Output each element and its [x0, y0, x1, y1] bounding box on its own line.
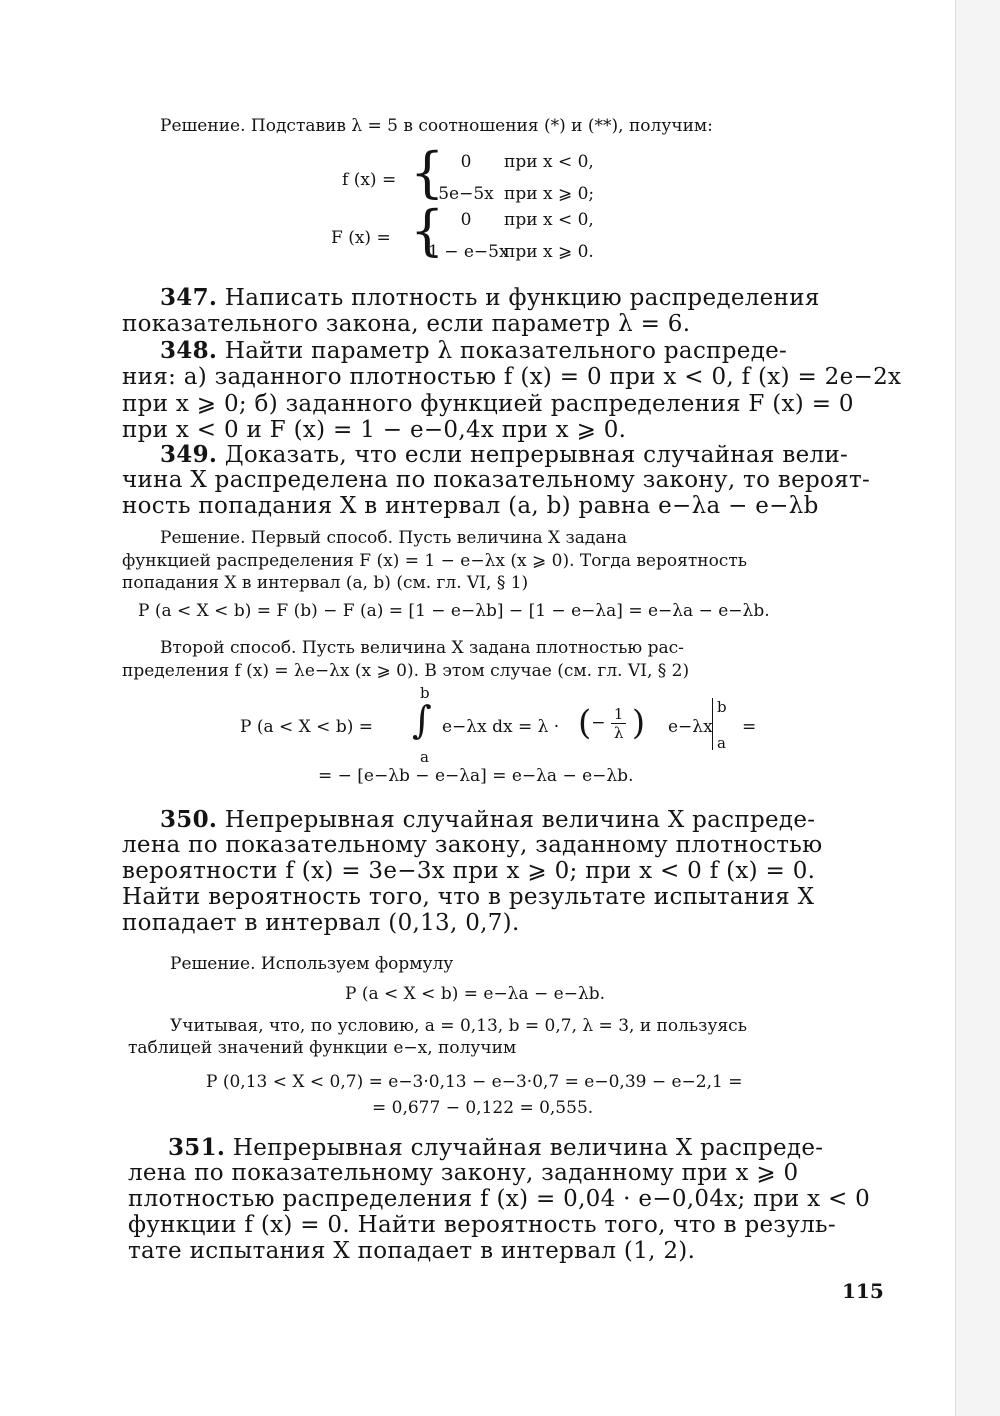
- solution-349-line-6: пределения f (x) = λe−λx (x ⩾ 0). В этом случае (см. гл. VI, § 2): [122, 661, 690, 681]
- page-number: 115: [842, 1279, 884, 1303]
- integral-fraction: (− $\frac{1}{\lambda}$ ): [578, 703, 646, 743]
- integral-sign: ∫: [412, 698, 432, 742]
- problem-350-line-5: попадает в интервал (0,13, 0,7).: [122, 910, 520, 936]
- problem-351-line-5: тате испытания X попадает в интервал (1, 2).: [128, 1238, 696, 1264]
- solution-349-line-3: попадания X в интервал (a, b) (см. гл. VI, § 1): [122, 573, 529, 593]
- solution-350-line-3: Учитывая, что, по условию, a = 0,13, b = 0,7, λ = 3, и пользуясь: [170, 1016, 747, 1036]
- problem-351-line-3: плотностью распределения f (x) = 0,04 · e−0,04x; при x < 0: [128, 1186, 871, 1212]
- integral-tail: e−λx: [668, 717, 713, 737]
- integral-body: e−λx dx = λ ·: [442, 717, 560, 737]
- integral-result: = − [e−λb − e−λa] = e−λa − e−λb.: [318, 766, 634, 786]
- integral-lower-limit: a: [420, 748, 429, 766]
- problem-347-line-1: 347. Написать плотность и функцию распределения: [160, 284, 820, 311]
- solution-349-line-1: Решение. Первый способ. Пусть величина X задана: [160, 528, 627, 548]
- page-edge: [955, 0, 1000, 1416]
- brace-F: {: [410, 199, 445, 262]
- F-label: F (x) =: [331, 228, 391, 248]
- solution-350-calc-1: P (0,13 < X < 0,7) = e−3·0,13 − e−3·0,7 = e−0,39 − e−2,1 =: [206, 1072, 743, 1092]
- solution-350-calc-2: = 0,677 − 0,122 = 0,555.: [372, 1098, 594, 1118]
- problem-351-line-1: 351. Непрерывная случайная величина X распреде-: [168, 1134, 824, 1161]
- problem-349-line-1: 349. Доказать, что если непрерывная случайная вели-: [160, 441, 849, 468]
- problem-350-line-3: вероятности f (x) = 3e−3x при x ⩾ 0; при x < 0 f (x) = 0.: [122, 858, 816, 884]
- eval-bar: [712, 698, 713, 750]
- integral-upper-limit: b: [420, 684, 430, 702]
- f-label: f (x) =: [342, 170, 397, 190]
- integral-lhs: P (a < X < b) =: [240, 717, 373, 737]
- solution-350-line-4: таблицей значений функции e−x, получим: [128, 1038, 517, 1058]
- brace-f: {: [410, 141, 445, 204]
- eval-upper: b: [717, 698, 727, 716]
- F-case-2: 1 − e−5xпри x ⩾ 0.: [428, 242, 594, 262]
- problem-351-line-4: функции f (x) = 0. Найти вероятность того, что в резуль-: [128, 1212, 836, 1238]
- eval-equals: =: [742, 717, 757, 737]
- solution-349-line-5: Второй способ. Пусть величина X задана плотностью рас-: [160, 638, 684, 658]
- solution-349-formula-1: P (a < X < b) = F (b) − F (a) = [1 − e−λb] − [1 − e−λa] = e−λa − e−λb.: [138, 601, 770, 621]
- solution-350-formula: P (a < X < b) = e−λa − e−λb.: [345, 984, 606, 1004]
- solution-349-line-2: функцией распределения F (x) = 1 − e−λx (x ⩾ 0). Тогда вероятность: [122, 551, 747, 571]
- F-case-1: 0 при x < 0,: [460, 210, 594, 230]
- problem-347-line-2: показательного закона, если параметр λ = 6.: [122, 311, 691, 337]
- problem-351-line-2: лена по показательному закону, заданному при x ⩾ 0: [128, 1160, 799, 1186]
- problem-350-line-2: лена по показательному закону, заданному плотностью: [122, 832, 823, 858]
- problem-350-line-4: Найти вероятность того, что в результате испытания X: [122, 884, 815, 910]
- f-case-2: 5e−5x при x ⩾ 0;: [438, 184, 595, 204]
- problem-350-line-1: 350. Непрерывная случайная величина X распреде-: [160, 806, 816, 833]
- eval-lower: a: [717, 734, 726, 752]
- problem-349-line-3: ность попадания X в интервал (a, b) равна e−λa − e−λb: [122, 493, 819, 519]
- f-case-1: 0 при x < 0,: [460, 152, 594, 172]
- problem-348-line-4: при x < 0 и F (x) = 1 − e−0,4x при x ⩾ 0.: [122, 417, 627, 443]
- problem-348-line-2: ния: а) заданного плотностью f (x) = 0 при x < 0, f (x) = 2e−2x: [122, 364, 902, 390]
- solution-350-line-1: Решение. Используем формулу: [170, 954, 454, 974]
- solution-346-intro: Решение. Подставив λ = 5 в соотношения (*) и (**), получим:: [160, 116, 713, 136]
- problem-349-line-2: чина X распределена по показательному закону, то вероят-: [122, 467, 871, 493]
- problem-348-line-1: 348. Найти параметр λ показательного распреде-: [160, 337, 788, 364]
- problem-348-line-3: при x ⩾ 0; б) заданного функцией распределения F (x) = 0: [122, 391, 854, 417]
